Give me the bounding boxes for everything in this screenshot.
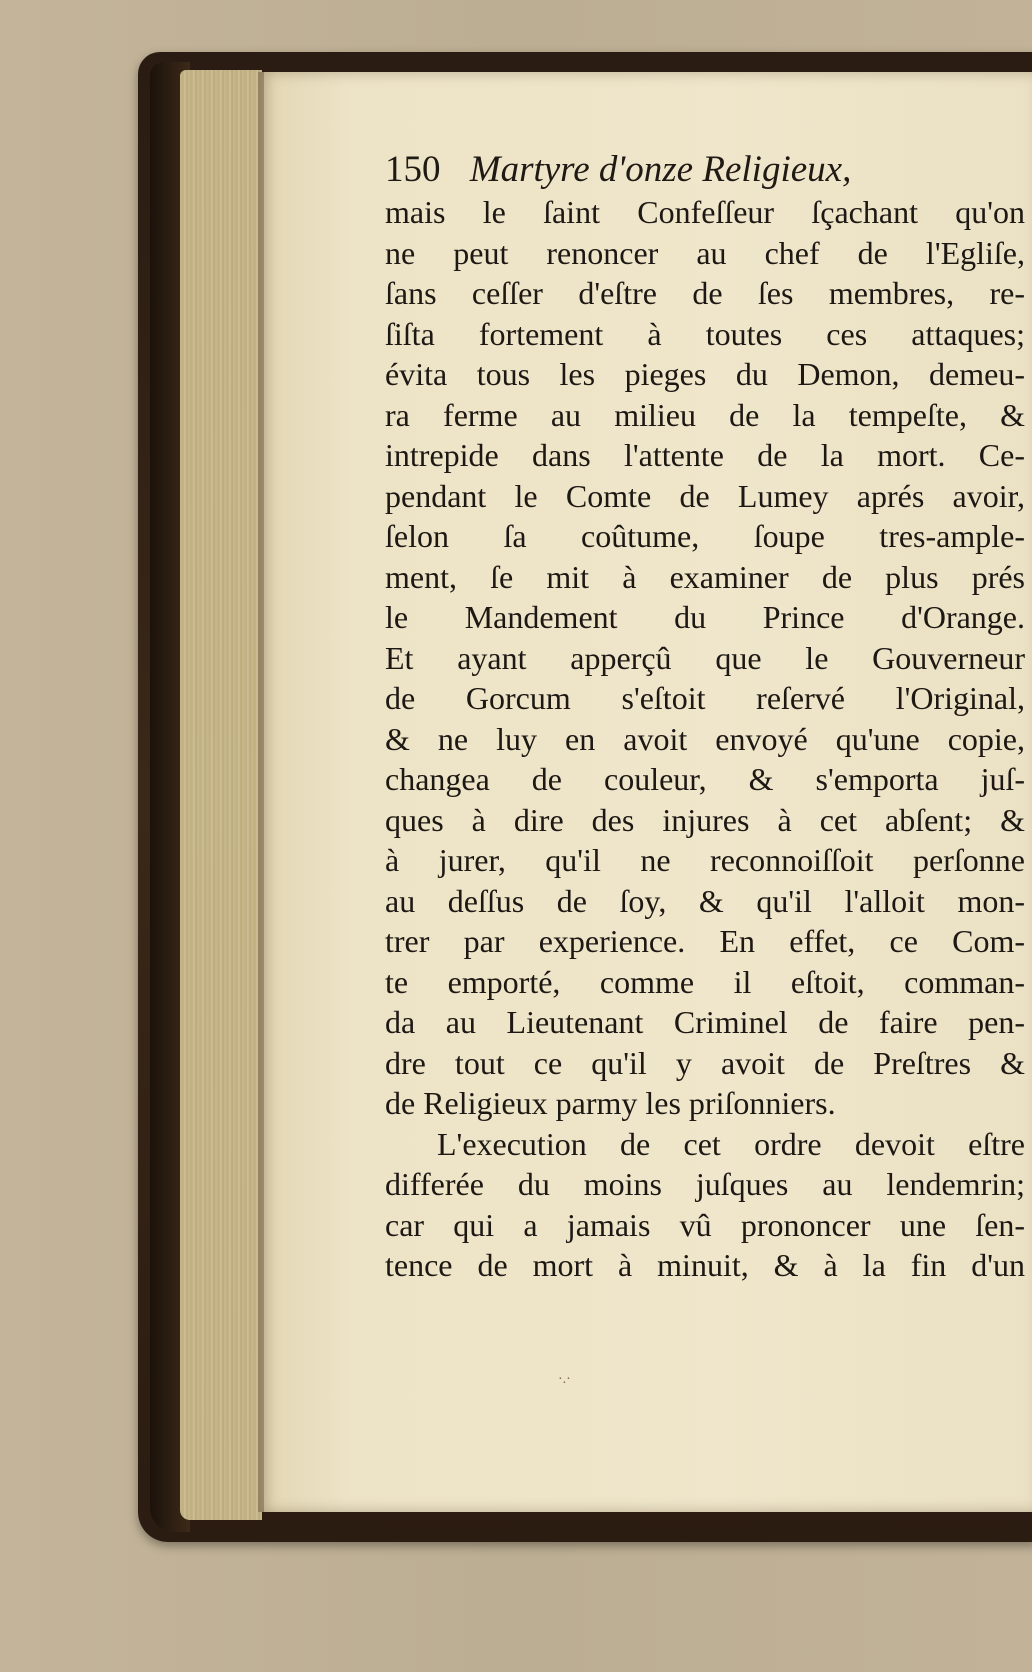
text-line: au deſſus de ſoy, & qu'il l'alloit mon-	[385, 882, 1025, 919]
text-line: tence de mort à minuit, & à la fin d'un	[385, 1247, 1025, 1283]
text-line: mais le ſaint Confeſſeur ſçachant qu'on	[385, 194, 1025, 230]
page-fore-edge	[180, 70, 262, 1520]
text-line: pendant le Comte de Lumey aprés avoir,	[385, 477, 1025, 514]
text-line: dre tout ce qu'il y avoit de Preſtres &	[385, 1044, 1025, 1081]
text-line: changea de couleur, & s'emporta juſ-	[385, 761, 1025, 797]
paper-speck: ·.·	[558, 1372, 571, 1387]
text-line: ne peut renoncer au chef de l'Egliſe,	[385, 234, 1025, 271]
running-header	[385, 148, 1025, 191]
text-line: ra ferme au milieu de la tempeſte, &	[385, 396, 1025, 433]
page-gutter	[258, 72, 264, 1512]
text-line: ſiſta fortement à toutes ces attaques;	[385, 315, 1025, 352]
running-title: Martyre d'onze Religieux,	[469, 149, 852, 190]
body-text	[385, 192, 1025, 1286]
text-line: trer par experience. En effet, ce Com-	[385, 923, 1025, 959]
paragraph-1	[385, 192, 1025, 1124]
text-line: ſans ceſſer d'eſtre de ſes membres, re-	[385, 275, 1025, 311]
page-number: 150	[385, 149, 441, 190]
text-line: Et ayant apperçû que le Gouverneur	[385, 639, 1025, 676]
text-line: ment, ſe mit à examiner de plus prés	[385, 558, 1025, 595]
book-page	[258, 72, 1032, 1512]
text-line: differée du moins juſques au lendemrin;	[385, 1166, 1025, 1202]
text-line: L'execution de cet ordre devoit eſtre	[437, 1125, 1025, 1162]
text-line: ſelon ſa coûtume, ſoupe tres-ample-	[385, 518, 1025, 554]
text-line: car qui a jamais vû prononcer une ſen-	[385, 1206, 1025, 1243]
paragraph-2	[385, 1124, 1025, 1286]
text-line: & ne luy en avoit envoyé qu'une copie,	[385, 720, 1025, 757]
text-line: te emporté, comme il eſtoit, comman-	[385, 963, 1025, 1000]
text-line: da au Lieutenant Criminel de faire pen-	[385, 1004, 1025, 1040]
text-line: le Mandement du Prince d'Orange.	[385, 599, 1025, 635]
text-line: à jurer, qu'il ne reconnoiſſoit perſonne	[385, 842, 1025, 878]
text-line: de Religieux parmy les priſonniers.	[385, 1085, 836, 1121]
text-line: ques à dire des injures à cet abſent; &	[385, 801, 1025, 838]
text-line: intrepide dans l'attente de la mort. Ce-	[385, 437, 1025, 473]
text-line: de Gorcum s'eſtoit reſervé l'Original,	[385, 680, 1025, 716]
text-line: évita tous les pieges du Demon, demeu-	[385, 356, 1025, 392]
